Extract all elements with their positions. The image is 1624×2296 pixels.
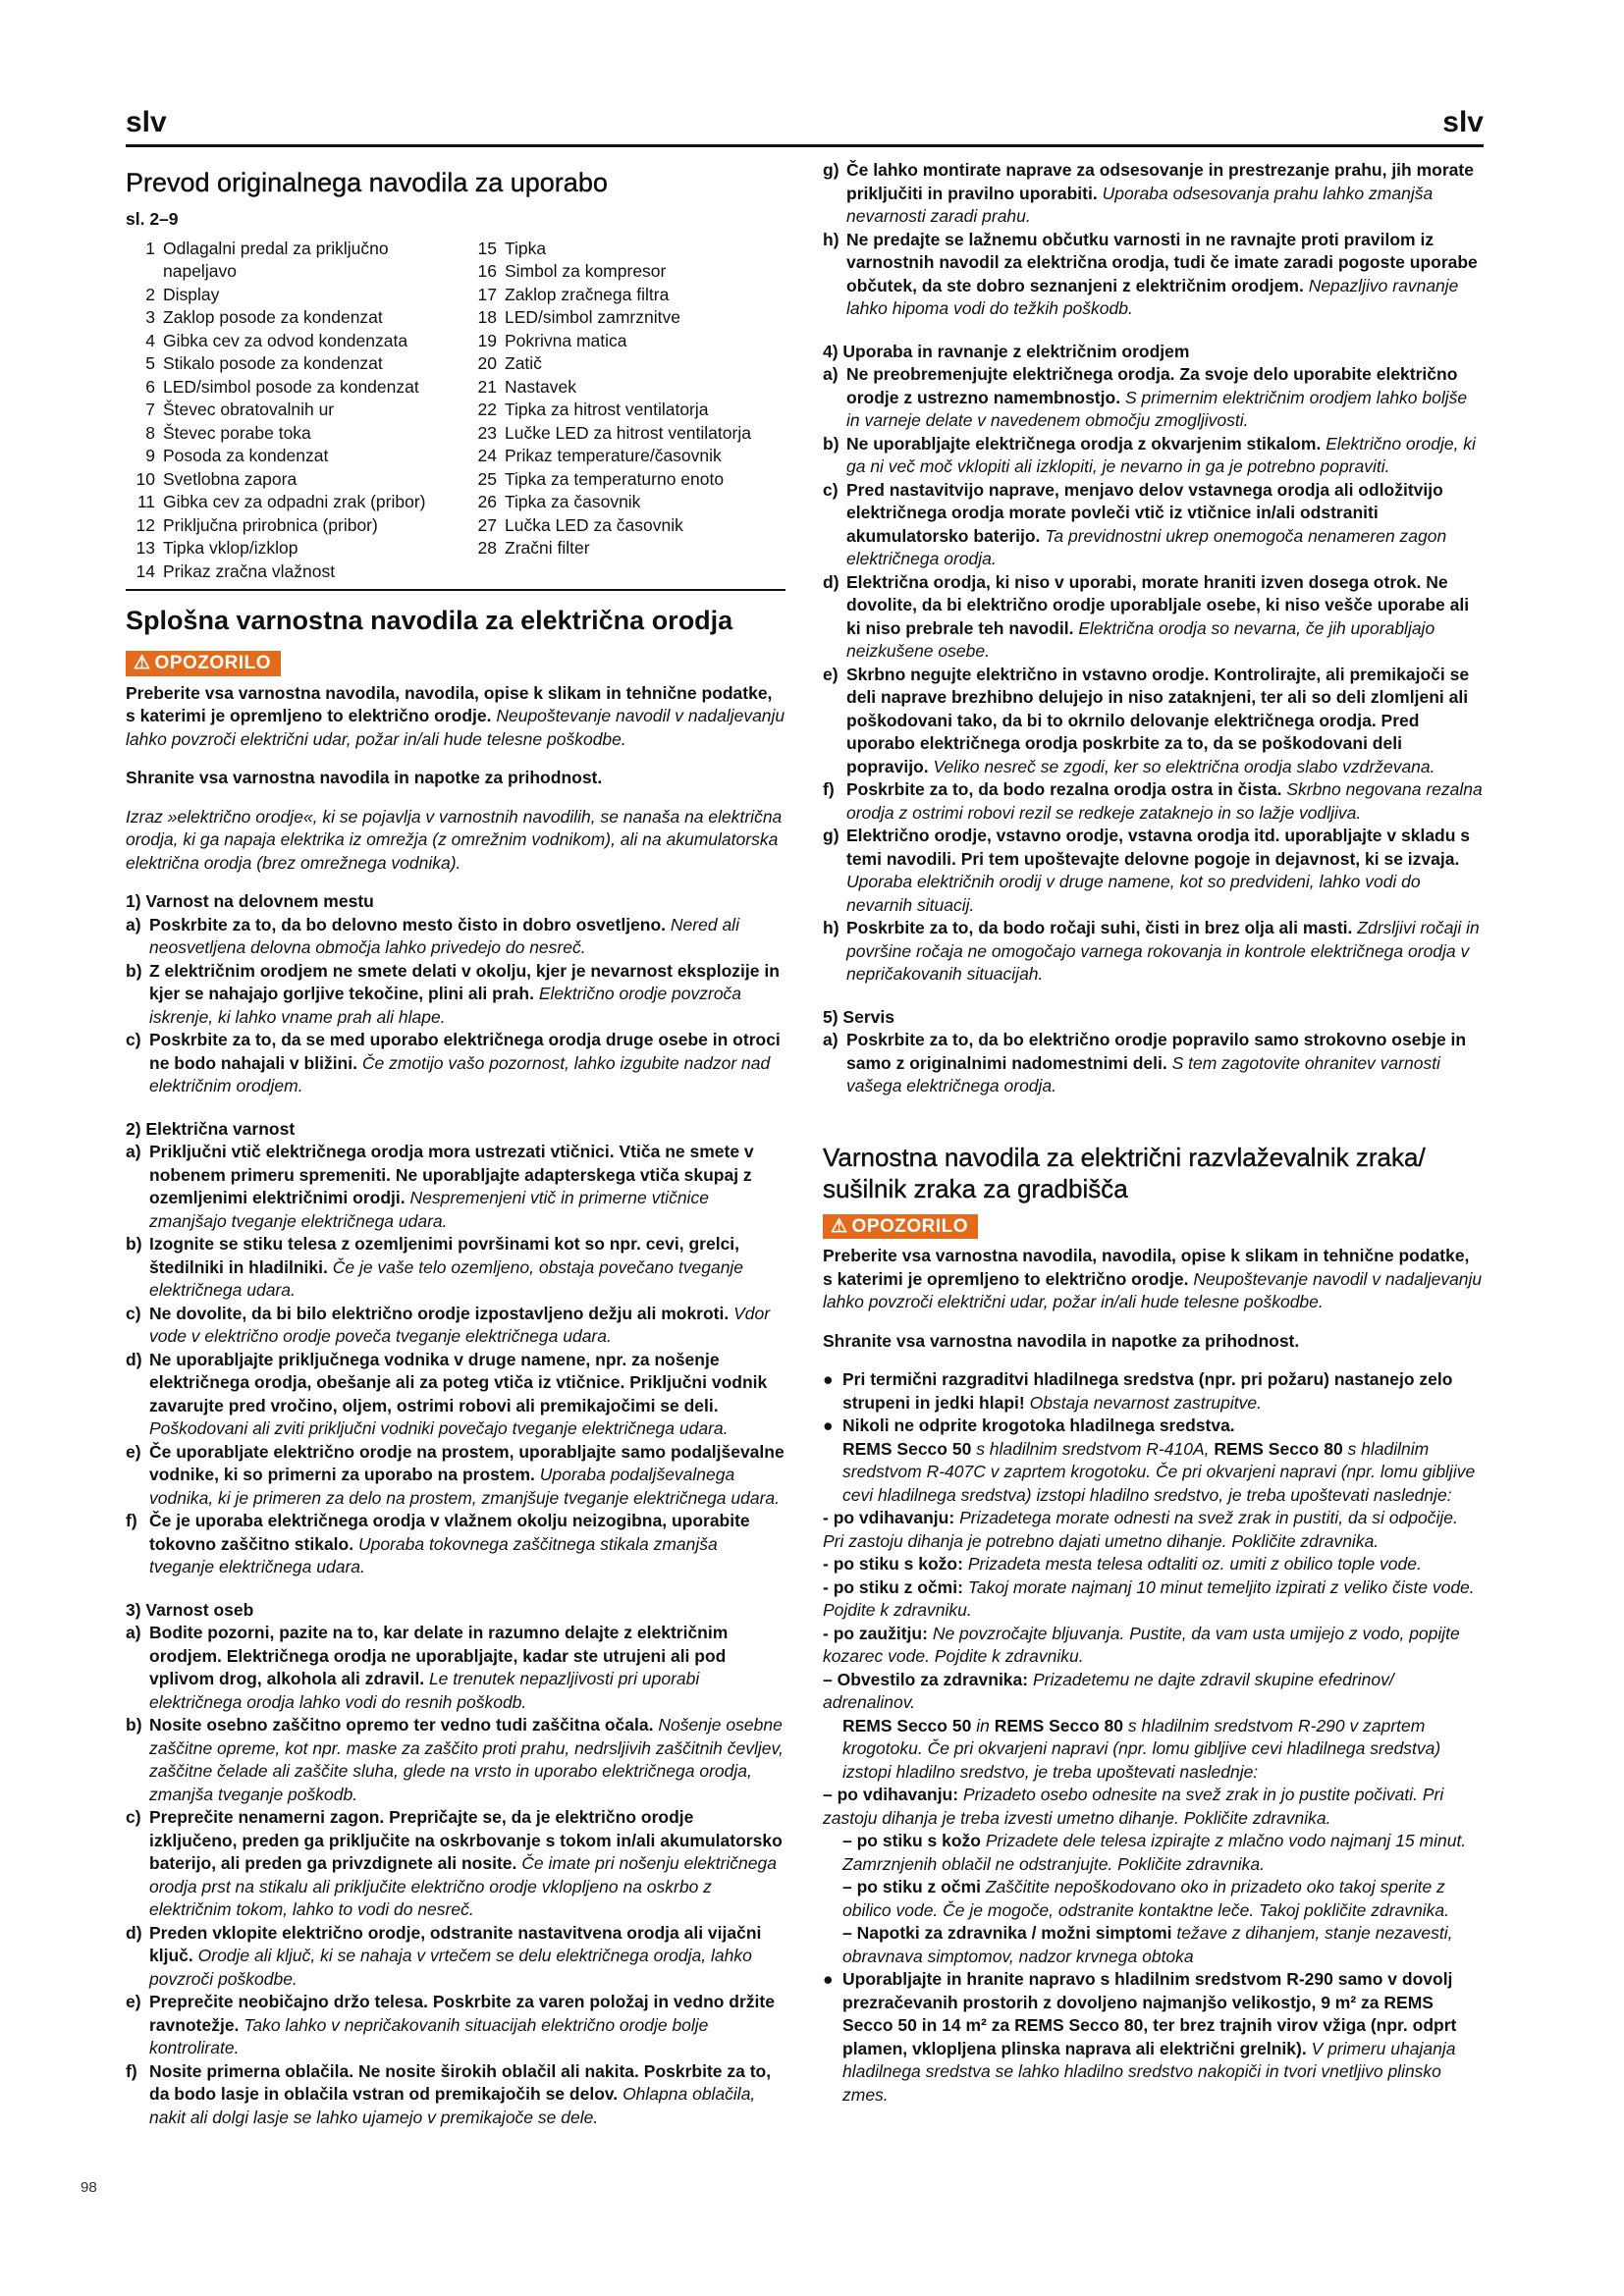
legend-entry <box>467 330 785 353</box>
product-name: REMS Secco 50 <box>842 1715 972 1735</box>
list-item <box>823 363 1483 433</box>
item-explanation: Uporaba podaljševalnega vodnika, ki je primeren za delo na prostem, zmanjšuje tveganje električnega udara. <box>149 1465 781 1508</box>
refrigerant-text: s hladilnim sredstvom R-290 v zaprtem krogotoku. Če pri okvarjeni napravi (npr. lomu gibljive cevi hladilnega sredstva) izstopi hladilno sredstvo, je treba upoštevati naslednje: <box>842 1715 1441 1782</box>
item-letter: c) <box>126 1030 141 1049</box>
item-rule: Ne predajte se lažnemu občutku varnosti in ne ravnajte proti pravilom iz varnostnih navodil za električna orodja, tudi če imate zaradi pogoste uporabe občutek, da ste dobro seznanjeni z električnim orodjem. <box>846 229 1478 295</box>
first-aid-text: Prizadeta mesta telesa odtaliti oz. umiti z obilico tople vode. <box>967 1554 1422 1574</box>
first-aid-text: Zaščitite nepoškodovano oko in prizadeto oko takoj sperite z obilico vode. Če je mogoče, odstranite kontaktne leče. Takoj pokličite zdravnika. <box>842 1877 1450 1920</box>
list-item <box>823 229 1483 321</box>
legend-label: Zračni filter <box>505 538 590 558</box>
first-aid-text: Prizadetega morate odnesti na svež zrak in pustiti, da si odpočije. Pri zastoju dihanja je potrebno dajati umetno dihanje. Pokličite zdravnika. <box>823 1508 1458 1551</box>
item-rule: Električna orodja, ki niso v uporabi, morate hraniti izven dosega otrok. Ne dovolite, da bi električno orodje uporabljale osebe, ki niso vešče uporabe ali ki niso prebrale teh navodil. <box>846 571 1470 638</box>
legend-number: 3 <box>145 307 155 327</box>
legend-number: 8 <box>145 422 155 443</box>
legend-entry <box>467 376 785 400</box>
list-item <box>126 914 785 960</box>
dehumidifier-safety-heading: Varnostna navodila za električni razvlaževalnik zraka/ sušilnik zraka za gradbišča <box>823 1142 1426 1203</box>
item-explanation: Uporaba električnih orodij v druge namene, kot so predvideni, lahko vodi do nevarnih situacij. <box>846 872 1421 915</box>
legend-label: Lučke LED za hitrost ventilatorja <box>505 422 751 443</box>
item-letter: g) <box>823 826 839 845</box>
legend-entry <box>467 238 785 261</box>
bullet-thermal-decomposition: ● Pri termični razgraditvi hladilnega sredstva (npr. pri požaru) nastanejo zelo strupeni in jedki hlapi! Obstaja nevarnost zastrupitve. <box>823 1369 1453 1413</box>
legend-label: Posoda za kondenzat <box>163 446 329 465</box>
item-letter: d) <box>126 1349 142 1369</box>
warning-badge-2 <box>823 1214 978 1240</box>
legend-entry <box>467 445 785 468</box>
first-aid-key: – po stiku s kožo <box>842 1831 981 1850</box>
language-code-right: slv <box>1442 106 1484 138</box>
legend-number: 4 <box>145 330 155 350</box>
item-letter: h) <box>823 918 839 937</box>
first-aid-text: težave z dihanjem, stanje nezavesti, obravnava simptomov, nadzor krvnega obtoka <box>842 1923 1453 1966</box>
dehumidifier-keep-instructions: Shranite vsa varnostna navodila in napotke za prihodnost. <box>823 1330 1300 1351</box>
item-rule: Poskrbite za to, da bo električno orodje popravilo samo strokovno osebje in samo z originalnimi nadomestnimi deli. <box>846 1030 1467 1073</box>
dehumidifier-intro-bold: Preberite vsa varnostna navodila, navodila, opise k slikam in tehnične podatke, s katerimi je opremljeno to električno orodje. <box>823 1246 1470 1289</box>
legend-entry <box>467 422 785 446</box>
item-explanation: S tem zagotovite ohranitev varnosti vašega električnega orodja. <box>846 1052 1440 1095</box>
item-explanation: Orodje ali ključ, ki se nahaja v vrtečem se delu električnega orodja, lahko povzroči poškodbe. <box>149 1946 752 1989</box>
list-item <box>823 825 1483 917</box>
item-rule: Nosite osebno zaščitno opremo ter vedno tudi zaščitna očala. <box>149 1715 654 1735</box>
legend-number: 21 <box>477 376 497 397</box>
section-electrical-title: 2) Električna varnost <box>126 1118 296 1139</box>
first-aid-text: Prizadete dele telesa izpirajte z mlačno vodo najmanj 15 minut. Zamrznjenih oblačil ne odstranjujte. Pokličite zdravnika. <box>842 1831 1467 1874</box>
list-item <box>126 960 785 1030</box>
item-rule: Poskrbite za to, da se med uporabo električnega orodja druge osebe in otroci ne bodo nahajali v bližini. <box>149 1030 781 1073</box>
first-aid-key: - po stiku s kožo: <box>823 1554 963 1574</box>
item-explanation: Uporaba odsesovanja prahu lahko zmanjša nevarnosti zaradi prahu. <box>846 183 1434 226</box>
legend-label: Tipka vklop/izklop <box>163 538 298 558</box>
warning-triangle-icon: ⚠ <box>831 1215 848 1237</box>
item-letter: b) <box>126 960 142 981</box>
legend-label: Gibka cev za odvod kondenzata <box>163 330 408 350</box>
refrigerant-r290-paragraph <box>823 1715 1483 1785</box>
legend-label: Priključna prirobnica (pribor) <box>163 514 378 535</box>
first-aid-key: - po vdihavanju: <box>823 1508 955 1527</box>
list-item <box>126 1806 785 1922</box>
header-rule <box>126 144 1484 147</box>
item-rule: Ne preobremenjujte električnega orodja. Za svoje delo uporabite električno orodje z ustrezno namembnostjo. <box>846 364 1458 407</box>
legend-number: 7 <box>145 400 155 419</box>
legend-entry <box>126 514 444 538</box>
product-name: REMS Secco 80 <box>994 1715 1123 1735</box>
item-letter: a) <box>126 1142 141 1161</box>
item-explanation: Električno orodje povzroča iskrenje, ki lahko vname prah ali hlape. <box>149 984 742 1027</box>
legend-number: 17 <box>477 284 497 304</box>
item-explanation: Tako lahko v nepričakovanih situacijah električno orodje bolje kontrolirate. <box>149 2014 709 2057</box>
item-explanation: Zdrsljivi ročaji in površine ročaja ne omogočajo varnega rokovanja in kontrole električnega orodja v nepričakovanih situacijah. <box>846 918 1480 984</box>
list-item <box>126 1622 785 1714</box>
list-item <box>823 664 1483 779</box>
legend-entry <box>126 422 444 446</box>
legend-label: Lučka LED za časovnik <box>505 514 683 535</box>
legend-entry <box>126 238 444 284</box>
bullet-r290-rooms: ● Uporabljajte in hranite napravo s hladilnim sredstvom R-290 samo v dovolj prezračevanih prostorih z dovoljeno najmanjšo velikostjo, 9 m² za REMS Secco 50 in 14 m² za REMS Secco 80, ter brez trajnih virov vžiga (npr. odprt plamen, vklopljena plinska naprava ali električni grelnik). V primeru uhajanja hladilnega sredstva se lahko hladilno sredstvo nakopiči in tvori vnetljivo plinsko zmes. <box>823 1969 1457 2105</box>
legend-label: LED/simbol posode za kondenzat <box>163 376 419 397</box>
legend-entry <box>126 561 444 584</box>
product-name: REMS Secco 50 <box>842 1438 972 1459</box>
legend-entry <box>467 537 785 561</box>
legend-entry <box>467 260 785 284</box>
item-rule: Preden vklopite električno orodje, odstranite nastavitvena orodja ali vijačni ključ. <box>149 1922 762 1965</box>
legend-label: Števec porabe toka <box>163 422 311 443</box>
item-rule: Preprečite nenamerni zagon. Prepričajte se, da je električno orodje izključeno, preden ga priključite na oskrbovanje s tokom in/ali akumulatorsko baterijo, ali preden ga privzdignete ali nosite. <box>149 1807 783 1873</box>
section-service-title: 5) Servis <box>823 1006 894 1027</box>
item-explanation: Nošenje osebne zaščitne opreme, kot npr. maske za zaščito proti prahu, nedrsljivih zaščitnih čevljev, zaščitne čelade ali zaščite sluha, glede na vrsto in uporabo električnega orodja, zmanjša tveganje poškodb. <box>149 1715 784 1804</box>
list-item <box>823 159 1483 229</box>
item-letter: g) <box>823 160 839 180</box>
legend-entry <box>126 445 444 468</box>
legend-entry <box>126 330 444 353</box>
right-column <box>823 159 1483 2107</box>
legend-entry <box>126 491 444 514</box>
dehumidifier-intro-italic: Neupoštevanje navodil v nadaljevanju lahko povzroči električni udar, požar in/ali hude telesne poškodbe. <box>823 1268 1483 1311</box>
list-item <box>823 778 1483 825</box>
item-letter: b) <box>823 433 839 454</box>
item-explanation: Vdor vode v električno orodje poveča tveganje električnega udara. <box>149 1303 771 1346</box>
item-rule: Bodite pozorni, pazite na to, kar delate in razumno delajte z električnim orodjem. Električnega orodja ne uporabljajte, kadar ste utrujeni ali pod vplivom drog, alkohola ali zdravil. <box>149 1623 729 1688</box>
first-aid-r410 <box>823 1507 1483 1715</box>
item-explanation: Če je vaše telo ozemljeno, obstaja povečano tveganje električnega udara. <box>149 1256 744 1300</box>
first-aid-key: – Obvestilo za zdravnika: <box>823 1669 1029 1689</box>
first-aid-key: - po stiku z očmi: <box>823 1576 963 1597</box>
item-explanation: Poškodovani ali zviti priključni vodniki povečajo tveganje električnega udara. <box>149 1418 729 1438</box>
legend-number: 11 <box>136 492 155 511</box>
item-letter: a) <box>126 914 141 934</box>
item-letter: b) <box>126 1234 142 1254</box>
item-rule: Izognite se stiku telesa z ozemljenimi površinami kot so npr. cevi, grelci, štedilniki in hladilniki. <box>149 1234 740 1277</box>
legend-number: 14 <box>135 561 155 581</box>
legend-label: Nastavek <box>505 376 576 397</box>
item-letter: d) <box>823 571 839 592</box>
list-item <box>126 1141 785 1233</box>
item-rule: Nosite primerna oblačila. Ne nosite širokih oblačil ali nakita. Poskrbite za to, da bodo lasje in oblačila vstran od premikajočih se delov. <box>149 2060 772 2104</box>
legend-label: LED/simbol zamrznitve <box>505 307 680 327</box>
item-explanation: Veliko nesreč se zgodi, ker so električna orodja slabo vzdrževana. <box>933 756 1435 776</box>
item-explanation: Le trenutek nepazljivosti pri uporabi električnega orodja lahko vodi do resnih poškodb. <box>149 1669 700 1712</box>
legend-label: Tipka <box>505 238 547 258</box>
bullet-text-bold: Uporabljajte in hranite napravo s hladilnim sredstvom R-290 samo v dovolj prezračevanih prostorih z dovoljeno najmanjšo velikostjo, 9 m² za REMS Secco 50 in 14 m² za REMS Secco 80, ter brez trajnih virov vžiga (npr. odprt plamen, vklopljena plinska naprava ali električni grelnik). <box>842 1969 1457 2058</box>
item-rule: Ne uporabljajte priključnega vodnika v druge namene, npr. za nošenje električnega orodja, obešanje ali za poteg vtiča iz vtičnice. Priključni vodnik zavarujte pred vročino, oljem, ostrimi robovi ali premikajočimi se deli. <box>149 1349 768 1415</box>
legend-entry <box>467 352 785 376</box>
item-explanation: S primernim električnim orodjem lahko boljše in varneje delate v navedenem območju zmogljivosti. <box>846 387 1468 430</box>
first-aid-text: Prizadeto osebo odnesite na svež zrak in jo pustite počivati. Pri zastoju dihanja je treba izvesti umetno dihanje. Pokličite zdravnika. <box>823 1785 1444 1828</box>
item-letter: e) <box>126 1441 141 1462</box>
warning-label: OPOZORILO <box>154 653 272 673</box>
section-use-items <box>823 363 1483 987</box>
list-item <box>126 1441 785 1511</box>
refrigerant-text: s hladilnim sredstvom R-407C v zaprtem krogotoku. Če pri okvarjeni napravi (npr. lomu gibljive cevi hladilnega sredstva) izstopi hladilno sredstvo, je treba upoštevati naslednje: <box>842 1438 1476 1505</box>
general-intro <box>126 682 785 752</box>
first-aid-key: – po stiku z očmi <box>842 1877 981 1896</box>
item-letter: c) <box>126 1807 141 1827</box>
page-title: Prevod originalnega navodila za uporabo <box>126 168 608 197</box>
legend-rule <box>126 589 785 591</box>
legend-entry <box>126 468 444 492</box>
section-personal-title: 3) Varnost oseb <box>126 1599 254 1620</box>
legend-entry <box>467 284 785 307</box>
legend-entry <box>126 306 444 330</box>
first-aid-text: Ne povzročajte bljuvanja. Pustite, da vam usta umijejo z vodo, popijte kozarec vode. Pojdite k zdravniku. <box>823 1623 1460 1666</box>
first-aid-key: - po zaužitju: <box>823 1623 928 1643</box>
list-item <box>126 1714 785 1806</box>
list-item <box>126 1510 785 1579</box>
legend-number: 26 <box>477 492 497 511</box>
list-item <box>126 1922 785 1992</box>
list-item <box>126 2060 785 2130</box>
legend-number: 15 <box>477 238 497 258</box>
product-name: REMS Secco 80 <box>1214 1438 1343 1459</box>
item-rule: Če uporabljate električno orodje na prostem, uporabljajte samo podaljševalne vodnike, ki so primerni za uporabo na prostem. <box>149 1441 785 1484</box>
item-explanation: Električna orodja so nevarna, če jih uporabljajo neizkušene osebe. <box>846 617 1435 661</box>
item-letter: f) <box>126 2060 137 2081</box>
legend-label: Zatič <box>505 353 542 373</box>
legend-number: 13 <box>135 538 155 558</box>
general-intro-italic: Neupoštevanje navodil v nadaljevanju lahko povzroči električni udar, požar in/ali hude telesne poškodbe. <box>126 706 785 749</box>
legend-entry <box>126 399 444 422</box>
section-work-area-title: 1) Varnost na delovnem mestu <box>126 891 374 911</box>
section-service-items <box>823 1029 1483 1098</box>
list-item <box>126 1029 785 1098</box>
legend-number: 6 <box>145 376 155 397</box>
bullet-refrigerant-circuit: ● Nikoli ne odprite krogotoka hladilnega sredstva. <box>823 1415 1483 1438</box>
item-rule: Če je uporaba električnega orodja v vlažnem okolju neizogibna, uporabite tokovno zaščitno stikalo. <box>149 1511 750 1554</box>
legend-entry <box>467 468 785 492</box>
bullet-text-bold: Pri termični razgraditvi hladilnega sredstva (npr. pri požaru) nastanejo zelo strupeni in jedki hlapi! <box>842 1369 1453 1413</box>
list-item <box>823 1029 1483 1098</box>
refrigerant-r410-paragraph <box>823 1438 1483 1508</box>
item-explanation: Nepazljivo ravnanje lahko hipoma vodi do težkih poškodb. <box>846 275 1459 318</box>
item-explanation: Električno orodje, ki ga ni več moč vklopiti ali izklopiti, je nevarno in ga je potrebno popraviti. <box>846 433 1476 476</box>
item-explanation: Nespremenjeni vtič in primerne vtičnice zmanjšajo tveganje električnega udara. <box>149 1188 709 1231</box>
legend-number: 20 <box>477 353 497 373</box>
legend-label: Tipka za časovnik <box>505 492 641 511</box>
warning-triangle-icon: ⚠ <box>134 653 151 673</box>
item-explanation: Če zmotijo vašo pozornost, lahko izgubite nadzor nad električnim orodjem. <box>149 1052 771 1095</box>
item-letter: a) <box>823 1030 839 1049</box>
legend-label: Zaklop zračnega filtra <box>505 284 670 304</box>
item-letter: f) <box>126 1511 137 1530</box>
legend-number: 10 <box>135 468 155 489</box>
item-letter: e) <box>126 1992 141 2011</box>
item-letter: h) <box>823 229 839 249</box>
legend-number: 25 <box>477 468 497 489</box>
bullet-text-bold: Nikoli ne odprite krogotoka hladilnega sredstva. <box>842 1415 1235 1435</box>
first-aid-text: Prizadetemu ne dajte zdravil skupine efedrinov/ adrenalinov. <box>823 1669 1394 1712</box>
legend-label: Tipka za hitrost ventilatorja <box>505 400 709 419</box>
item-letter: d) <box>126 1922 142 1943</box>
legend-label: Števec obratovalnih ur <box>163 400 335 419</box>
list-item <box>823 433 1483 479</box>
bullet-text-italic: V primeru uhajanja hladilnega sredstva se lahko hladilno sredstvo nakopiči in tvori vnetljivo plinsko zmes. <box>842 2038 1456 2105</box>
legend-number: 19 <box>477 330 497 350</box>
legend-number: 5 <box>145 353 155 373</box>
bullet-text-italic: Obstaja nevarnost zastrupitve. <box>1029 1392 1262 1413</box>
legend-label: Prikaz temperature/časovnik <box>505 446 722 465</box>
legend-entry <box>126 352 444 376</box>
general-intro-bold: Preberite vsa varnostna navodila, navodila, opise k slikam in tehnične podatke, s katerimi je opremljeno to električno orodje. <box>126 682 773 725</box>
warning-badge <box>126 651 281 676</box>
item-letter: e) <box>823 664 839 684</box>
list-item <box>126 1303 785 1349</box>
dehumidifier-intro <box>823 1245 1483 1314</box>
warning-label-2: OPOZORILO <box>851 1215 969 1237</box>
item-explanation: Če imate pri nošenju električnega orodja prst na stikalu ali priključite električno orodje vklopljeno na oskrbo z električnim tokom, lahko to vodi do nesreč. <box>149 1853 777 1919</box>
section-personal-continued <box>823 159 1483 321</box>
section-electrical-items <box>126 1141 785 1579</box>
section-use-title: 4) Uporaba in ravnanje z električnim orodjem <box>823 341 1190 361</box>
item-explanation: Ta previdnostni ukrep onemogoča nenameren zagon električnega orodja. <box>846 525 1447 568</box>
item-rule: Če lahko montirate naprave za odsesovanje in prestrezanje prahu, jih morate priključiti in pravilno uporabiti. <box>846 160 1474 203</box>
page-number: 98 <box>81 2179 97 2196</box>
legend-label: Zaklop posode za kondenzat <box>163 307 383 327</box>
item-letter: c) <box>126 1303 141 1323</box>
list-item <box>823 479 1483 571</box>
legend-number: 12 <box>135 514 155 535</box>
item-explanation: Nered ali neosvetljena delovna območja lahko privedejo do nesreč. <box>149 914 739 957</box>
legend-number: 9 <box>145 446 155 465</box>
language-code-left: slv <box>126 106 167 138</box>
item-rule: Ne dovolite, da bi bilo električno orodje izpostavljeno dežju ali mokroti. <box>149 1303 730 1323</box>
legend-entry <box>467 399 785 422</box>
legend-number: 16 <box>477 261 497 281</box>
legend-number: 1 <box>145 238 155 258</box>
first-aid-key: – Napotki za zdravnika / možni simptomi <box>842 1923 1172 1943</box>
legend-label: Pokrivna matica <box>505 330 627 350</box>
item-letter: a) <box>126 1623 141 1642</box>
item-rule: Pred nastavitvijo naprave, menjavo delov vstavnega orodja ali odložitvijo električnega orodja morate povleči vtič iz vtičnice in/ali odstraniti akumulatorsko baterijo. <box>846 479 1443 546</box>
legend-label: Prikaz zračna vlažnost <box>163 561 336 581</box>
figure-reference: sl. 2–9 <box>126 209 179 229</box>
power-tool-definition: Izraz »električno orodje«, ki se pojavlja v varnostnih navodilih, se nanaša na električna orodja, ki ga napaja elektrika iz omrežja (z omrežnim vodnikom), ali na akumulatorska električna orodja (brez omrežnega vodnika). <box>126 806 783 873</box>
item-rule: Poskrbite za to, da bodo ročaji suhi, čisti in brez olja ali masti. <box>846 918 1353 937</box>
legend-number: 22 <box>477 400 497 419</box>
legend-number: 23 <box>477 422 497 443</box>
item-rule: Ne uporabljajte električnega orodja z okvarjenim stikalom. <box>846 433 1322 454</box>
general-keep-instructions: Shranite vsa varnostna navodila in napotke za prihodnost. <box>126 768 603 787</box>
item-rule: Preprečite neobičajno držo telesa. Poskrbite za varen položaj in vedno držite ravnotežje. <box>149 1992 775 2035</box>
legend-number: 27 <box>477 514 497 535</box>
legend-label: Stikalo posode za kondenzat <box>163 353 383 373</box>
legend-column-right <box>467 238 785 584</box>
legend-entry <box>126 537 444 561</box>
left-column <box>126 159 785 2129</box>
item-rule: Z električnim orodjem ne smete delati v okolju, kjer je nevarnost eksplozije in kjer se nahajajo gorljive tekočine, plini ali prah. <box>149 960 780 1003</box>
list-item <box>823 571 1483 664</box>
legend-label: Tipka za temperaturno enoto <box>505 468 725 489</box>
first-aid-key: – po vdihavanju: <box>823 1785 959 1804</box>
refrigerant-text: s hladilnim sredstvom R-410A, <box>976 1438 1210 1459</box>
legend-entry <box>126 376 444 400</box>
legend-label: Gibka cev za odpadni zrak (pribor) <box>163 492 426 511</box>
figure-legend <box>126 238 785 584</box>
item-explanation: Uporaba tokovnega zaščitnega stikala zmanjša tveganje električnega udara. <box>149 1533 718 1576</box>
first-aid-text: Takoj morate najmanj 10 minut temeljito izpirati z veliko čiste vode. Pojdite k zdravniku. <box>823 1576 1475 1620</box>
list-item <box>126 1991 785 2060</box>
section-personal-items <box>126 1622 785 2129</box>
item-explanation: Skrbno negovana rezalna orodja z ostrimi robovi rezil se redkeje zataknejo in so lažje vodljiva. <box>846 779 1483 823</box>
list-item <box>126 1233 785 1303</box>
legend-label: Svetlobna zapora <box>163 468 298 489</box>
legend-entry <box>467 491 785 514</box>
item-explanation: Ohlapna oblačila, nakit ali dolgi lasje se lahko ujamejo v premikajoče se dele. <box>149 2084 756 2127</box>
legend-number: 2 <box>145 284 155 304</box>
list-item <box>823 917 1483 987</box>
legend-column-left <box>126 238 444 584</box>
item-rule: Poskrbite za to, da bodo rezalna orodja ostra in čista. <box>846 779 1282 799</box>
legend-entry <box>467 306 785 330</box>
item-letter: b) <box>126 1715 142 1735</box>
connector-text: in <box>976 1715 990 1735</box>
item-rule: Poskrbite za to, da bo delovno mesto čisto in dobro osvetljeno. <box>149 914 667 934</box>
item-rule: Skrbno negujte električno in vstavno orodje. Kontrolirajte, ali premikajoči se deli naprave brezhibno delujejo in niso zataknjeni, ter ali so deli zlomljeni ali poškodovani tako, da bi to okrnilo delovanje električnega orodja. Pred uporabo električnega orodja poskrbite za to, da se poškodovani deli popravijo. <box>846 664 1470 776</box>
list-item <box>126 1349 785 1441</box>
legend-number: 24 <box>477 446 497 465</box>
legend-entry <box>467 514 785 538</box>
item-rule: Električno orodje, vstavno orodje, vstavna orodja itd. uporabljajte v skladu s temi navodili. Pri tem upoštevajte delovne pogoje in dejavnost, ki se izvaja. <box>846 826 1471 869</box>
legend-number: 18 <box>477 307 497 327</box>
item-rule: Priključni vtič električnega orodja mora ustrezati vtičnici. Vtiča ne smete v nobenem primeru spremeniti. Ne uporabljajte adapterskega vtiča skupaj z ozemljenimi električnimi orodji. <box>149 1142 754 1207</box>
first-aid-r290 <box>823 1784 1483 1968</box>
legend-number: 28 <box>477 538 497 558</box>
item-letter: a) <box>823 364 839 384</box>
section-work-area-items <box>126 914 785 1098</box>
legend-label: Odlagalni predal za priključno napeljavo <box>163 238 389 281</box>
item-letter: c) <box>823 479 839 500</box>
legend-label: Display <box>163 284 220 304</box>
item-letter: f) <box>823 779 835 799</box>
legend-label: Simbol za kompresor <box>505 261 667 281</box>
general-safety-heading: Splošna varnostna navodila za električna orodja <box>126 606 733 635</box>
legend-entry <box>126 284 444 307</box>
